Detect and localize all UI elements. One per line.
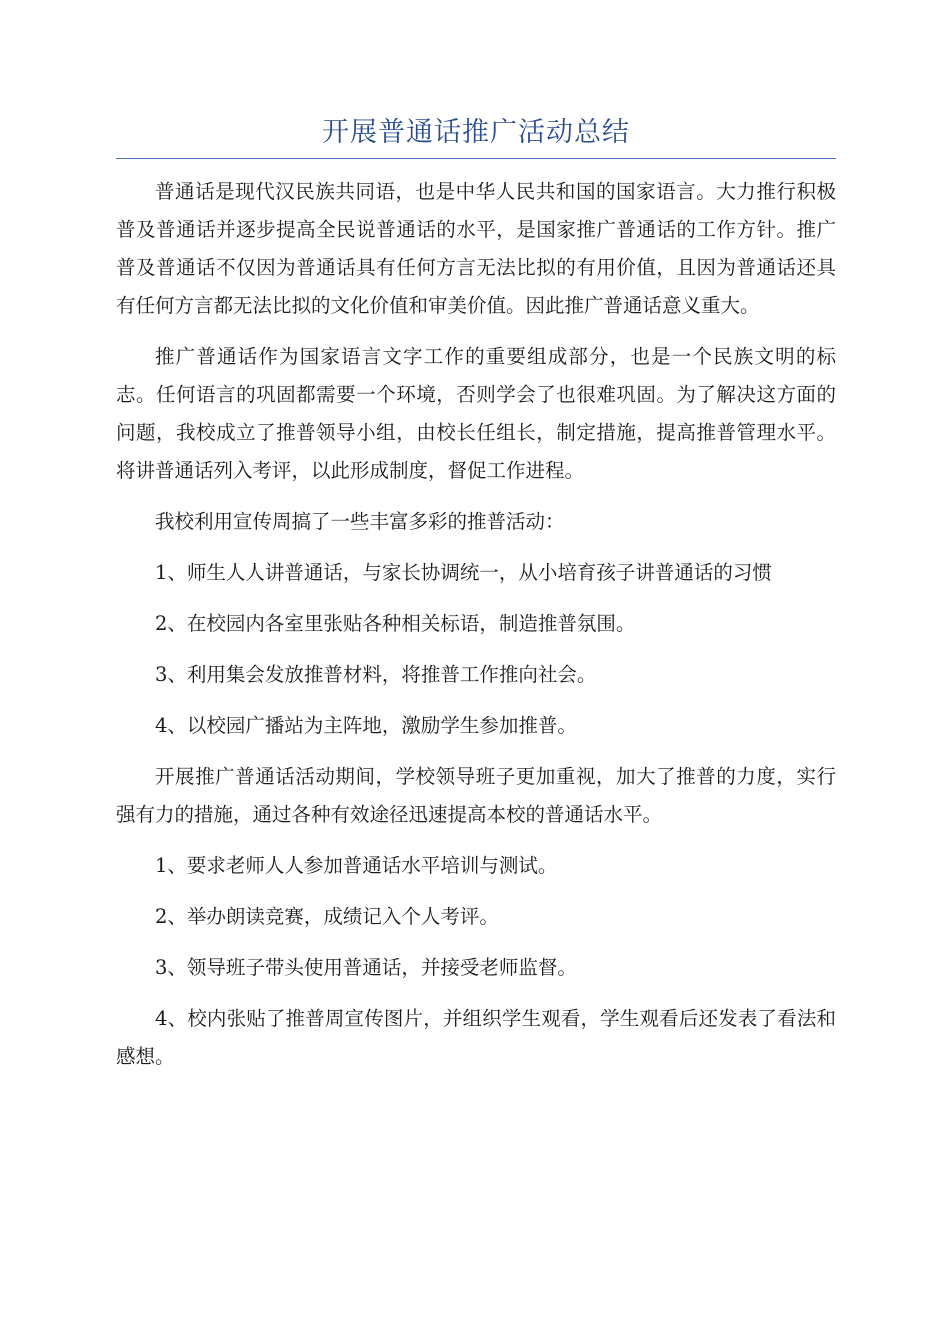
list-item: 1、师生人人讲普通话，与家长协调统一，从小培育孩子讲普通话的习惯 [155, 561, 772, 584]
list-item: 4、以校园广播站为主阵地，激励学生参加推普。 [155, 714, 577, 737]
list-item: 1、要求老师人人参加普通话水平培训与测试。 [155, 854, 558, 877]
list-item: 3、利用集会发放推普材料，将推普工作推向社会。 [155, 663, 597, 686]
list-item: 2、在校园内各室里张贴各种相关标语，制造推普氛围。 [155, 612, 636, 635]
document-body [116, 173, 836, 1076]
paragraph-intro: 普通话是现代汉民族共同语，也是中华人民共和国的国家语言。大力推行积极普及普通话并逐步提高全民说普通话的水平，是国家推广普通话的工作方针。推广普及普通话不仅因为普通话具有任何方言无法比拟的有用价值，且因为普通话还具有任何方言都无法比拟的文化价值和审美价值。因此推广普通话意义重大。 [116, 180, 836, 317]
list-item: 2、举办朗读竞赛，成绩记入个人考评。 [155, 905, 499, 928]
list-item: 3、领导班子带头使用普通话，并接受老师监督。 [155, 956, 577, 979]
paragraph-leadership: 开展推广普通话活动期间，学校领导班子更加重视，加大了推普的力度，实行强有力的措施，通过各种有效途径迅速提高本校的普通话水平。 [116, 765, 836, 826]
list-item: 4、校内张贴了推普周宣传图片，并组织学生观看，学生观看后还发表了看法和感想。 [116, 1007, 836, 1068]
document-title: 开展普通话推广活动总结 [322, 117, 630, 148]
document-page [116, 108, 836, 1089]
paragraph-activities-intro: 我校利用宣传周搞了一些丰富多彩的推普活动： [155, 510, 565, 533]
title-underline [116, 158, 836, 159]
paragraph-importance: 推广普通话作为国家语言文字工作的重要组成部分，也是一个民族文明的标志。任何语言的巩固都需要一个环境，否则学会了也很难巩固。为了解决这方面的问题，我校成立了推普领导小组，由校长任组长，制定措施，提高推普管理水平。将讲普通话列入考评，以此形成制度，督促工作进程。 [116, 345, 836, 482]
